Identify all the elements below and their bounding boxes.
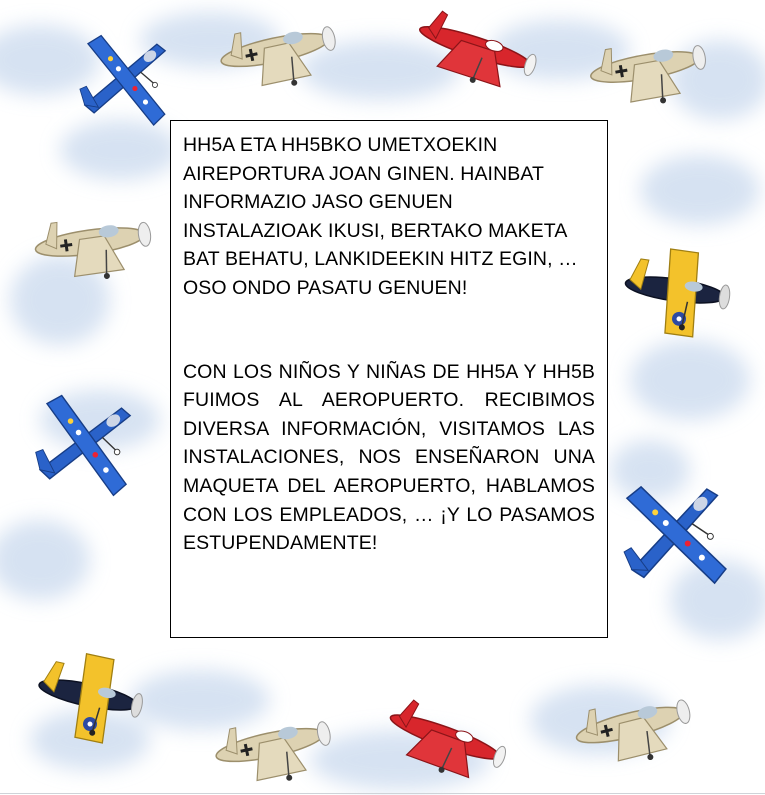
beige-fighter-plane-icon	[575, 25, 715, 110]
red-racer-plane-icon	[370, 690, 520, 785]
beige-fighter-plane-icon	[205, 5, 345, 95]
paragraph-basque: HH5A ETA HH5BKO UMETXOEKIN AIREPORTURA JOAN GINEN. HAINBAT INFORMAZIO JASO GENUEN INSTALAZIOAK IKUSI, BERTAKO MAKETA BAT BEHATU, LANKIDEEKIN HITZ EGIN, … OSO ONDO PASATU GENUEN!	[183, 134, 578, 299]
beige-fighter-plane-icon	[20, 200, 160, 285]
beige-fighter-plane-icon	[200, 700, 340, 790]
page-bottom-divider	[0, 793, 765, 794]
yellow-navy-plane-icon	[605, 220, 745, 360]
blue-toy-plane-icon	[15, 380, 155, 510]
beige-fighter-plane-icon	[560, 680, 700, 770]
blue-toy-plane-icon	[605, 465, 745, 605]
yellow-navy-plane-icon	[18, 625, 158, 765]
paragraph-spanish: CON LOS NIÑOS Y NIÑAS DE HH5A Y HH5B FUIMOS AL AEROPUERTO. RECIBIMOS DIVERSA INFORMACIÓN, VISITAMOS LAS INSTALACIONES, NOS ENSEÑARON UNA MAQUETA DEL AEROPUERTO, HABLAMOS CON LOS EMPLEADOS, … ¡Y LO PASAMOS ESTUPENDAMENTE!	[183, 360, 595, 555]
red-racer-plane-icon	[400, 0, 550, 95]
text-box	[170, 120, 608, 638]
